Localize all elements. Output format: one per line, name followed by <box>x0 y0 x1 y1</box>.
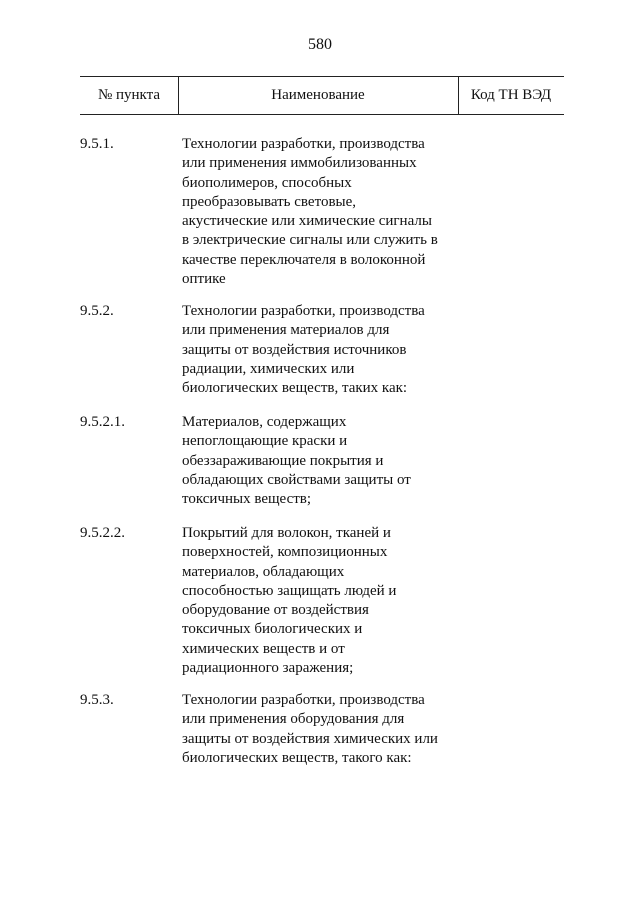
description-line: защиты от воздействия источников <box>182 341 407 358</box>
description-line: качестве переключателя в волоконной <box>182 251 426 268</box>
description-line: Технологии разработки, производства <box>182 692 425 708</box>
description-line: Технологии разработки, производства <box>182 303 425 319</box>
description-line: оптике <box>182 271 226 288</box>
item-number: 9.5.3. <box>80 692 114 708</box>
description-line: в электрические сигналы или служить в <box>182 232 438 249</box>
column-header-number: № пункта <box>97 87 161 103</box>
description-line: биологических веществ, такого как: <box>182 749 412 766</box>
description-line: или применения иммобилизованных <box>182 155 417 172</box>
description-line: Материалов, содержащих <box>182 414 347 430</box>
item-description <box>182 302 467 398</box>
description-line: защиты от воздействия химических или <box>182 730 438 747</box>
column-header-code: Код ТН ВЭД <box>470 87 552 103</box>
description-line: Покрытий для волокон, тканей и <box>182 525 391 541</box>
item-description <box>182 413 467 509</box>
description-line: непоглощающие краски и <box>182 433 348 450</box>
item-number: 9.5.1. <box>80 136 114 152</box>
item-description <box>182 135 467 289</box>
description-line: поверхностей, композиционных <box>182 544 388 561</box>
item-description <box>182 524 467 678</box>
description-line: биополимеров, способных <box>182 174 352 191</box>
description-line: обеззараживающие покрытия и <box>182 452 384 469</box>
description-line: материалов, обладающих <box>182 563 345 580</box>
page-number: 580 <box>308 36 332 53</box>
description-line: или применения материалов для <box>182 322 390 339</box>
description-line: радиации, химических или <box>182 360 355 377</box>
description-line: токсичных биологических и <box>182 621 363 638</box>
description-line: токсичных веществ; <box>182 491 312 508</box>
description-line: биологических веществ, таких как: <box>182 380 408 397</box>
header-bottom-rule <box>80 114 564 115</box>
description-line: радиационного заражения; <box>182 660 354 677</box>
item-number: 9.5.2.2. <box>80 525 125 541</box>
description-line: Технологии разработки, производства <box>182 136 425 152</box>
description-line: способностью защищать людей и <box>182 582 397 599</box>
description-line: оборудование от воздействия <box>182 602 369 619</box>
column-header-name: Наименование <box>271 87 365 103</box>
item-number: 9.5.2. <box>80 303 114 319</box>
item-number: 9.5.2.1. <box>80 414 125 430</box>
item-description <box>182 691 467 768</box>
description-line: обладающих свойствами защиты от <box>182 471 411 488</box>
description-line: преобразовывать световые, <box>182 193 357 210</box>
description-line: химических веществ и от <box>182 640 345 657</box>
description-line: или применения оборудования для <box>182 711 405 728</box>
description-line: акустические или химические сигналы <box>182 213 432 230</box>
